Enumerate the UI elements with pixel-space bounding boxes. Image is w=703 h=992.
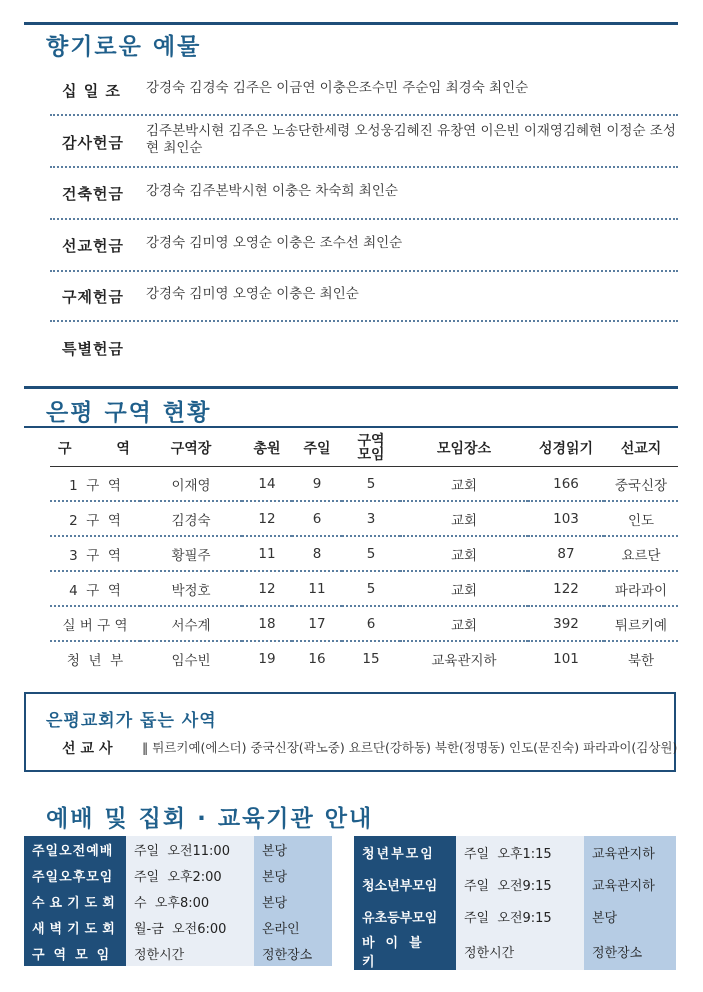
schedule-name: 구역모임 <box>24 940 126 966</box>
schedule-place: 본당 <box>584 900 676 932</box>
district-table <box>50 430 678 675</box>
cell-district: 1 구 역 <box>50 467 140 502</box>
schedule-name: 청년부모임 <box>354 836 456 868</box>
schedule-name: 새벽기도회 <box>24 914 126 940</box>
cell-sunday: 16 <box>308 650 326 667</box>
cell-mission-field: 파라과이 <box>604 571 678 606</box>
schedule-row <box>24 888 332 914</box>
cell-meeting: 5 <box>342 536 400 571</box>
header-total: 총원 <box>242 430 292 467</box>
schedule-place: 본당 <box>254 836 332 862</box>
offering-names: 강경숙 김주본박시현 이충은 차숙희 최인순 <box>146 183 398 199</box>
schedule-time: 정한시간 <box>456 932 584 970</box>
cell-leader: 서수계 <box>140 606 242 641</box>
schedule-place: 본당 <box>254 888 332 914</box>
schedule-row <box>24 914 332 940</box>
cell-bible: 166 <box>528 467 604 502</box>
cell-mission-field: 인도 <box>604 501 678 536</box>
offering-row-building <box>50 168 678 220</box>
schedule-time: 주일 오후1:15 <box>456 836 584 868</box>
cell-meeting: 15 <box>362 650 380 667</box>
offering-row-relief <box>50 272 678 322</box>
cell-leader: 김경숙 <box>140 501 242 536</box>
schedule-row <box>354 932 676 970</box>
schedule-time: 정한시간 <box>126 940 254 966</box>
header-mission-field: 선교지 <box>604 430 678 467</box>
schedule-place: 교육관지하 <box>584 836 676 868</box>
header-district: 구 역 <box>50 430 140 467</box>
cell-district: 2 구 역 <box>50 501 140 536</box>
offering-names: 김주본박시현 김주은 노송단한세령 오성웅김혜진 유창연 이은빈 이재영김혜현 이정순 조성현 최인순 <box>146 123 676 156</box>
cell-place: 교육관지하 <box>431 652 497 669</box>
cell-total: 12 <box>242 571 292 606</box>
cell-place: 교회 <box>400 501 528 536</box>
table-top-rule <box>24 426 678 428</box>
offering-row-thanks <box>50 116 678 168</box>
schedule-row <box>354 900 676 932</box>
offering-row-mission <box>50 220 678 272</box>
header-meeting <box>342 430 400 467</box>
cell-total: 11 <box>242 536 292 571</box>
header-place: 모임장소 <box>400 430 528 467</box>
table-row <box>50 467 678 502</box>
cell-place: 교회 <box>400 571 528 606</box>
cell-district: 실 버 구 역 <box>50 606 140 641</box>
header-meeting-text: 구역 모임 <box>357 433 385 463</box>
cell-place: 교회 <box>400 536 528 571</box>
cell-bible: 101 <box>553 650 579 667</box>
mission-title: 은평교회가 돕는 사역 <box>46 711 217 731</box>
table-row <box>50 641 678 675</box>
cell-mission-field: 중국신장 <box>604 467 678 502</box>
schedule-name: 청소년부모임 <box>354 868 456 900</box>
schedule-time: 주일 오전9:15 <box>456 900 584 932</box>
schedule-row <box>24 862 332 888</box>
schedule-name: 바이블키 <box>354 932 456 970</box>
cell-place: 교회 <box>400 606 528 641</box>
cell-total: 19 <box>258 650 276 667</box>
districts-title: 은평 구역 현황 <box>46 400 212 426</box>
cell-total: 12 <box>242 501 292 536</box>
cell-bible: 87 <box>528 536 604 571</box>
schedule-time: 주일 오전9:15 <box>456 868 584 900</box>
table-row <box>50 571 678 606</box>
cell-bible: 122 <box>528 571 604 606</box>
cell-sunday: 17 <box>292 606 342 641</box>
schedule-name: 유초등부모임 <box>354 900 456 932</box>
cell-mission-field: 요르단 <box>604 536 678 571</box>
schedule-table-left <box>24 836 332 966</box>
offering-label: 선교헌금 <box>62 237 124 255</box>
header-bible: 성경읽기 <box>528 430 604 467</box>
schedule-place: 온라인 <box>254 914 332 940</box>
cell-bible: 103 <box>528 501 604 536</box>
schedule-row <box>24 940 332 966</box>
schedule-place: 정한장소 <box>254 940 332 966</box>
schedule-name: 주일오후모임 <box>24 862 126 888</box>
cell-district: 청 년 부 <box>66 652 124 669</box>
cell-sunday: 9 <box>292 467 342 502</box>
cell-leader: 황필주 <box>140 536 242 571</box>
offering-label: 구제헌금 <box>62 288 124 306</box>
section-rule-offerings <box>24 22 678 25</box>
table-row <box>50 606 678 641</box>
cell-total: 18 <box>242 606 292 641</box>
cell-district: 4 구 역 <box>50 571 140 606</box>
schedule-row <box>354 868 676 900</box>
offering-label: 특별헌금 <box>62 340 124 358</box>
schedule-place: 정한장소 <box>584 932 676 970</box>
offering-names: 강경숙 김경숙 김주은 이금연 이충은조수민 주순임 최경숙 최인순 <box>146 80 529 96</box>
cell-district: 3 구 역 <box>50 536 140 571</box>
table-row <box>50 536 678 571</box>
schedule-table-right <box>354 836 676 970</box>
schedule-time: 월-금 오전6:00 <box>126 914 254 940</box>
cell-total: 14 <box>242 467 292 502</box>
offering-names: 강경숙 김미영 오영순 이충은 조수선 최인순 <box>146 235 403 251</box>
cell-meeting: 6 <box>342 606 400 641</box>
cell-leader: 박정호 <box>140 571 242 606</box>
schedule-row <box>354 836 676 868</box>
schedule-name: 주일오전예배 <box>24 836 126 862</box>
cell-mission-field: 튀르키예 <box>604 606 678 641</box>
mission-box <box>24 692 676 772</box>
schedule-row <box>24 836 332 862</box>
cell-sunday: 6 <box>292 501 342 536</box>
table-header-row <box>50 430 678 467</box>
schedule-time: 주일 오전11:00 <box>126 836 254 862</box>
offering-label: 건축헌금 <box>62 185 124 203</box>
offering-row-special <box>50 322 678 368</box>
offering-label: 감사헌금 <box>62 134 124 152</box>
cell-leader: 이재영 <box>140 467 242 502</box>
section-rule-districts <box>24 386 678 389</box>
schedule-time: 수 오후8:00 <box>126 888 254 914</box>
offerings-title: 향기로운 예물 <box>46 34 202 60</box>
cell-mission-field: 북한 <box>627 652 655 669</box>
schedule-place: 교육관지하 <box>584 868 676 900</box>
mission-list: ‖ 튀르키예(에스더) 중국신장(곽노중) 요르단(강하동) 북한(정명동) 인도(문진숙) 파라과이(김상원) <box>142 740 678 755</box>
header-sunday: 주일 <box>292 430 342 467</box>
table-row <box>50 501 678 536</box>
offering-label: 십 일 조 <box>62 82 121 100</box>
schedule-title: 예배 및 집회 · 교육기관 안내 <box>46 806 374 832</box>
offering-names: 강경숙 김미영 오영순 이충은 최인순 <box>146 286 359 302</box>
schedule-name: 수요기도회 <box>24 888 126 914</box>
schedule-time: 주일 오후2:00 <box>126 862 254 888</box>
cell-leader: 임수빈 <box>171 652 211 669</box>
cell-meeting: 3 <box>342 501 400 536</box>
cell-meeting: 5 <box>342 467 400 502</box>
cell-meeting: 5 <box>342 571 400 606</box>
offering-row-tithe <box>50 64 678 116</box>
mission-label: 선교사 <box>62 741 118 757</box>
schedule-place: 본당 <box>254 862 332 888</box>
header-leader: 구역장 <box>140 430 242 467</box>
cell-sunday: 11 <box>292 571 342 606</box>
cell-sunday: 8 <box>292 536 342 571</box>
cell-place: 교회 <box>400 467 528 502</box>
cell-bible: 392 <box>528 606 604 641</box>
